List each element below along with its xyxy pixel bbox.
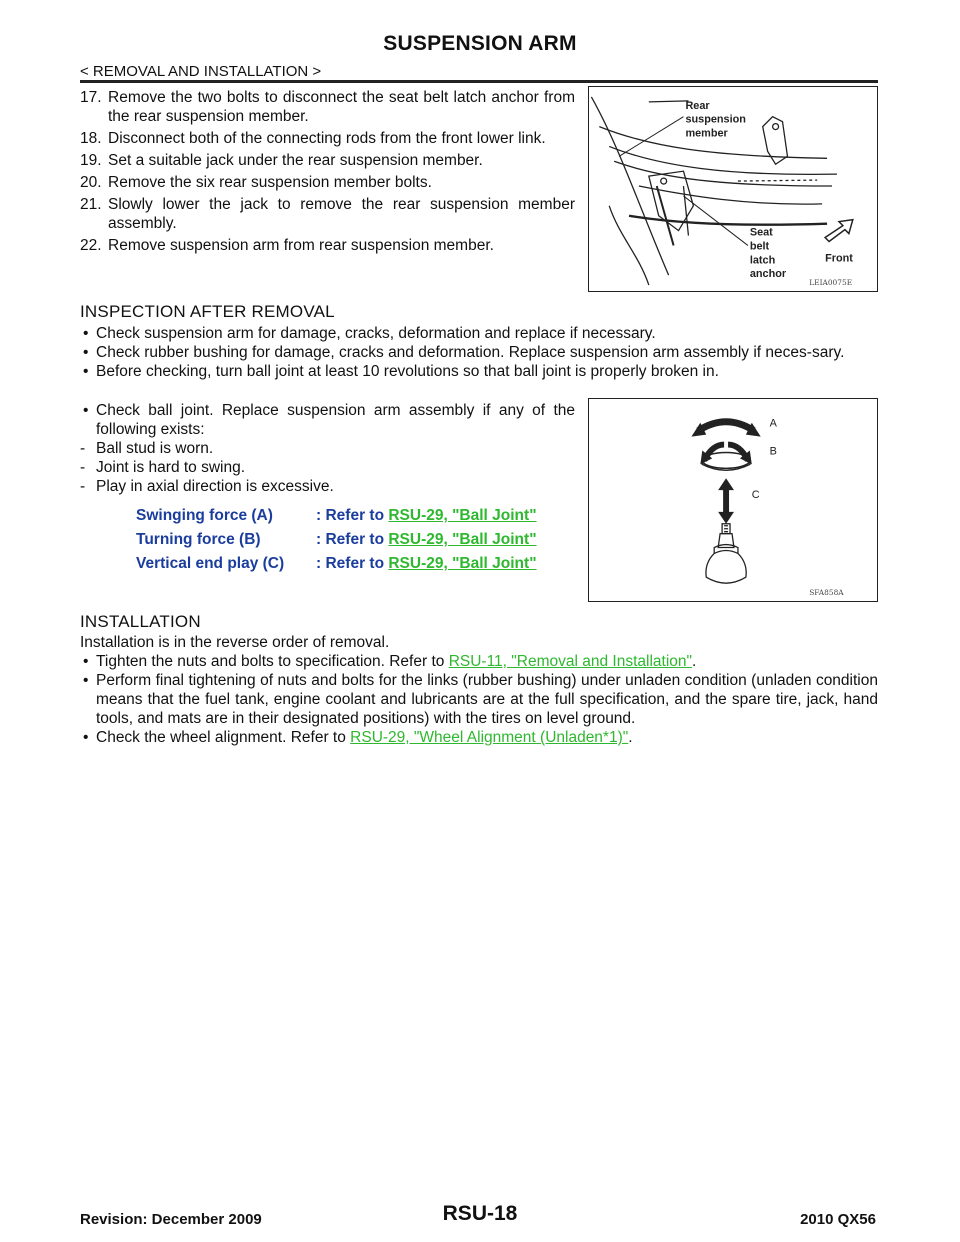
swing-arrow-icon <box>691 422 760 437</box>
dash-item: - Joint is hard to swing. <box>80 459 246 476</box>
removal-steps <box>80 88 575 258</box>
spec-row-turning: Turning force (B) : Refer to RSU-29, "Ball Joint" <box>136 531 537 548</box>
removal-installation-link[interactable]: RSU-11, "Removal and Installation" <box>448 653 693 670</box>
step-22: 22. Remove suspension arm from rear suspension member. <box>80 237 494 254</box>
footer-model: 2010 QX56 <box>800 1211 876 1228</box>
front-arrow-icon <box>825 220 853 242</box>
page-title: SUSPENSION ARM <box>383 32 577 55</box>
figure-seat-belt-anchor <box>588 86 878 292</box>
installation-body <box>80 633 878 747</box>
label-b: B <box>769 445 777 458</box>
spec-table <box>136 506 537 578</box>
label-latch: latch <box>749 254 776 267</box>
inspection-bullet: • Check rubber bushing for damage, cracks and deformation. Replace suspension arm assembly if neces-sary. <box>83 344 845 361</box>
step-21: 21. Slowly lower the jack to remove the rear suspension member assembly. <box>80 196 575 232</box>
spec-row-swinging: Swinging force (A) : Refer to RSU-29, "Ball Joint" <box>136 507 537 524</box>
figure2-code: SFA858A <box>809 588 844 598</box>
seat-belt-anchor-illustration <box>589 87 877 291</box>
dash-item: - Ball stud is worn. <box>80 440 214 457</box>
inspection-bullet: • Check suspension arm for damage, cracks, deformation and replace if necessary. <box>83 325 656 342</box>
ball-joint-check <box>80 401 575 496</box>
inspection-bullet: • Check ball joint. Replace suspension arm assembly if any of the following exists: <box>83 402 575 438</box>
ball-joint-link[interactable]: RSU-29, "Ball Joint" <box>388 531 537 548</box>
section-breadcrumb: < REMOVAL AND INSTALLATION > <box>80 63 322 80</box>
step-19: 19. Set a suitable jack under the rear suspension member. <box>80 152 483 169</box>
figure1-code: LEIA0075E <box>809 278 853 288</box>
ball-joint-link[interactable]: RSU-29, "Ball Joint" <box>388 507 537 524</box>
installation-heading: INSTALLATION <box>80 612 201 631</box>
installation-bullet: • Perform final tightening of nuts and bolts for the links (rubber bushing) under unladen condition (unladen condition means that the fuel tank, engine coolant and lubricants are at the full specification, and the spare tire, jack, hand tools, and mats are in their designated positions) with the tires on level ground. <box>83 672 878 727</box>
step-17: 17. Remove the two bolts to disconnect the seat belt latch anchor from the rear suspension member. <box>80 89 575 125</box>
label-rear: Rear <box>685 99 710 112</box>
inspection-bullets-full <box>80 324 878 381</box>
ball-joint-illustration <box>589 399 877 601</box>
figure-ball-joint <box>588 398 878 602</box>
footer-revision: Revision: December 2009 <box>80 1211 262 1228</box>
ball-joint-link[interactable]: RSU-29, "Ball Joint" <box>388 555 537 572</box>
installation-intro: Installation is in the reverse order of removal. <box>80 634 390 651</box>
ball-stud-icon <box>706 524 746 583</box>
label-belt: belt <box>749 240 770 253</box>
step-20: 20. Remove the six rear suspension member bolts. <box>80 174 432 191</box>
label-anchor: anchor <box>749 268 787 281</box>
wheel-alignment-link[interactable]: RSU-29, "Wheel Alignment (Unladen*1)" <box>350 729 629 746</box>
inspection-bullet: • Before checking, turn ball joint at least 10 revolutions so that ball joint is properly broken in. <box>83 363 719 380</box>
inspection-heading: INSPECTION AFTER REMOVAL <box>80 302 335 321</box>
installation-bullet: • Check the wheel alignment. Refer to RSU-29, "Wheel Alignment (Unladen*1)". <box>83 729 633 746</box>
label-member: member <box>685 127 728 140</box>
label-front: Front <box>825 252 853 265</box>
page-number: RSU-18 <box>442 1202 518 1225</box>
label-a: A <box>769 417 777 430</box>
step-18: 18. Disconnect both of the connecting rods from the front lower link. <box>80 130 546 147</box>
label-suspension: suspension <box>685 113 746 126</box>
dash-item: - Play in axial direction is excessive. <box>80 478 334 495</box>
vertical-arrow-icon <box>718 478 734 524</box>
spec-row-vertical: Vertical end play (C) : Refer to RSU-29, "Ball Joint" <box>136 555 537 572</box>
label-c: C <box>751 489 760 502</box>
label-seat: Seat <box>749 226 773 239</box>
installation-bullet: • Tighten the nuts and bolts to specification. Refer to RSU-11, "Removal and Installation". <box>83 653 697 670</box>
header-rule <box>80 80 878 83</box>
